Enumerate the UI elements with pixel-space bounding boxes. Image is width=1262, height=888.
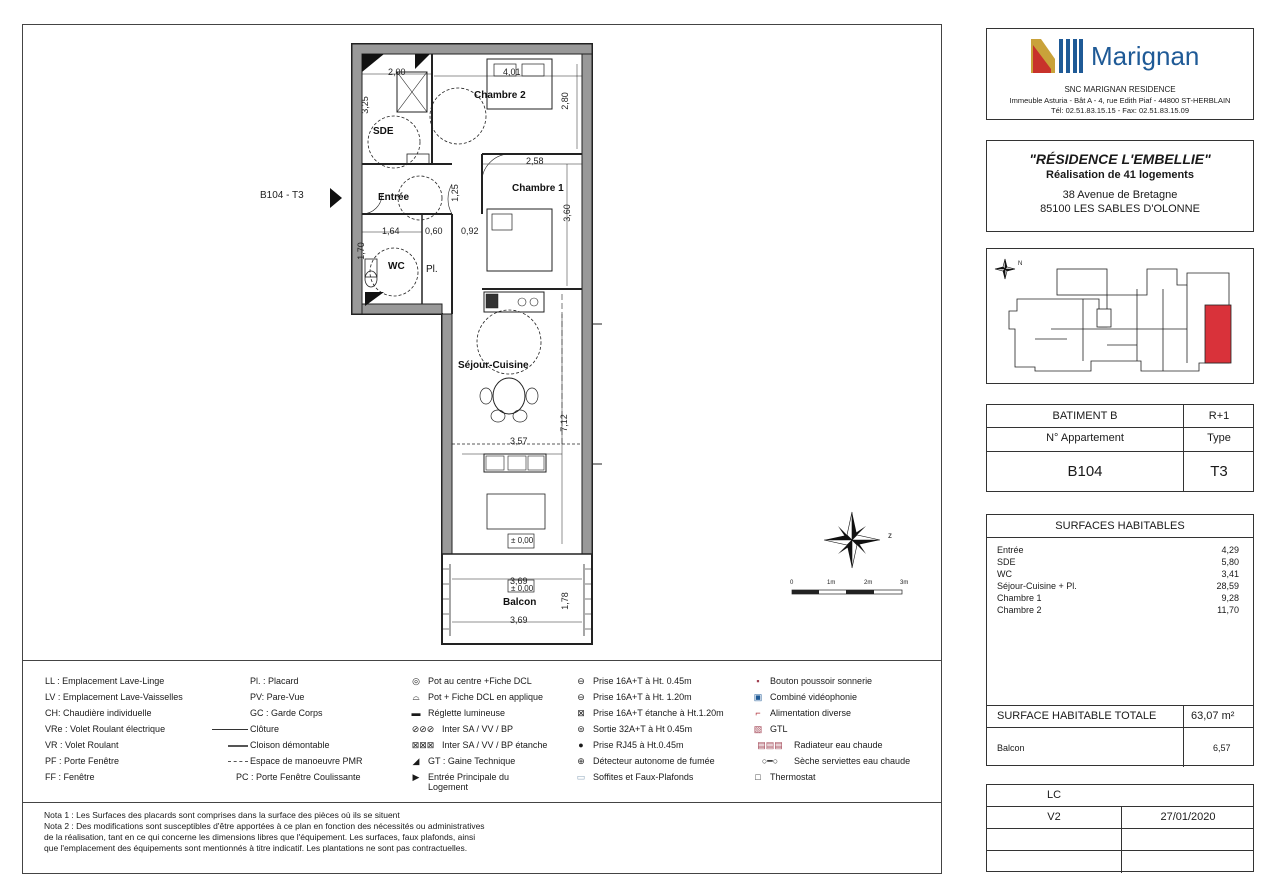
dim-label: 1,25 <box>449 184 460 202</box>
legend-item: PV: Pare-Vue <box>250 692 305 702</box>
dim-label: 3,69 <box>510 615 528 625</box>
legend-item: Espace de manoeuvre PMR <box>250 756 363 766</box>
surface-row <box>997 593 1255 603</box>
scale-label: 1m <box>827 580 836 586</box>
company-contact: Tél: 02.51.83.15.15 - Fax: 02.51.83.15.09 <box>1050 106 1189 115</box>
dim-label: 1,64 <box>382 226 400 236</box>
legend-label: Sèche serviettes eau chaude <box>794 756 911 766</box>
company-address: Immeuble Asturia - Bât A - 4, rue Edith Piaf - 44800 ST-HERBLAIN <box>1009 96 1231 105</box>
legend-item: PC : Porte Fenêtre Coulissante <box>236 772 361 782</box>
level-marker: ± 0,00 <box>511 536 534 545</box>
dim-label: 3,57 <box>510 436 528 446</box>
revision-date: 27/01/2020 <box>1160 811 1216 823</box>
legend-item: GC : Garde Corps <box>250 708 323 718</box>
switch-icon: ⊘⊘⊘ <box>411 724 435 734</box>
dim-label: 3,25 <box>359 96 370 114</box>
dcl-center-icon: ◎ <box>412 676 420 686</box>
table-divider <box>987 537 1253 538</box>
legend-item: VR : Volet Roulant <box>45 740 119 750</box>
legend-divider <box>22 660 942 661</box>
switch-waterproof-icon: ⊠⊠⊠ <box>411 740 435 750</box>
legend-item <box>410 724 513 735</box>
table-divider <box>987 806 1253 807</box>
legend-item <box>575 756 715 767</box>
table-divider <box>987 828 1253 829</box>
surface-row <box>997 569 1255 579</box>
legend-item <box>752 692 857 703</box>
dim-label: 0,92 <box>461 226 479 236</box>
legend-item <box>410 692 543 703</box>
wall-poche-left-upper <box>362 304 442 314</box>
company-name: SNC MARIGNAN RESIDENCE <box>1064 85 1176 94</box>
dim-label: 2,58 <box>526 156 544 166</box>
legend-label: Inter SA / VV / BP <box>442 724 514 734</box>
apartment-number-header: N° Appartement <box>1046 432 1124 444</box>
room-balcon: Balcon <box>503 597 537 608</box>
legend-item <box>752 676 872 686</box>
room-chambre-2: Chambre 2 <box>474 90 526 101</box>
entrance-arrow <box>330 188 342 208</box>
legend-item <box>752 772 816 782</box>
legend-label: Pot au centre +Fiche DCL <box>428 676 532 686</box>
legend-item: VRe : Volet Roulant électrique <box>45 724 166 734</box>
towel-dryer-icon: ○━○ <box>761 756 779 766</box>
legend-label: Prise 16A+T étanche à Ht.1.20m <box>593 708 724 718</box>
legend-label: Détecteur autonome de fumée <box>593 756 715 766</box>
unit-tag: B104 - T3 <box>260 190 304 201</box>
gtl-icon: ▧ <box>753 724 763 734</box>
north-arrow-icon <box>995 259 1015 279</box>
apartment-type: T3 <box>1210 463 1228 480</box>
legend-label: Sortie 32A+T à Ht 0.45m <box>593 724 693 734</box>
note-line: Nota 2 : Des modifications sont susceptibles d'être apportées à ce plan en fonction des nécessités ou administratives <box>44 821 485 831</box>
revision-version: V2 <box>1047 811 1061 823</box>
soffit-icon: ▭ <box>576 772 586 782</box>
table-divider <box>1183 705 1184 767</box>
surfaces-title: SURFACES HABITABLES <box>1055 520 1185 532</box>
apartment-number: B104 <box>1067 463 1103 480</box>
smoke-detector-icon: ⊕ <box>577 756 585 766</box>
radiator-icon: ▤▤▤ <box>757 740 783 750</box>
legend-label: Pot + Fiche DCL en applique <box>428 692 543 702</box>
surface-label: Chambre 2 <box>997 605 1042 615</box>
legend-item: Clôture <box>250 724 280 734</box>
room-placard: Pl. <box>426 264 438 275</box>
table-divider <box>987 451 1253 452</box>
balcony-label: Balcon <box>997 743 1025 753</box>
wall-poche-top <box>352 44 592 314</box>
dim-label: 2,80 <box>559 92 570 110</box>
surface-label: WC <box>997 569 1012 579</box>
dim-label: 2,00 <box>388 67 406 77</box>
legend-item <box>752 756 910 767</box>
dining-table <box>493 378 525 414</box>
total-value: 63,07 m² <box>1191 710 1235 722</box>
sofa <box>484 454 546 472</box>
residence-units: Réalisation de 41 logements <box>1046 169 1194 181</box>
residence-street: 38 Avenue de Bretagne <box>1062 189 1178 201</box>
legend-item <box>752 708 851 718</box>
room-wc: WC <box>388 261 405 272</box>
level-marker: ± 0,00 <box>511 584 534 593</box>
power-supply-icon: ⌐ <box>755 708 761 718</box>
scale-label: 2m <box>864 580 873 586</box>
surfaces-rows <box>997 545 1255 635</box>
apartment-highlight <box>1205 305 1231 363</box>
legend-item <box>575 724 692 735</box>
legend-label: Prise 16A+T à Ht. 0.45m <box>593 676 692 686</box>
dim-label: 7,12 <box>558 414 569 432</box>
legend <box>30 676 935 802</box>
type-header: Type <box>1207 432 1231 444</box>
dim-label: 3,60 <box>561 204 572 222</box>
scale-label: 3m <box>900 580 909 586</box>
socket-32a-icon: ⊜ <box>577 724 585 734</box>
scale-bar <box>792 590 902 594</box>
bed-chambre-1 <box>487 209 552 271</box>
surface-value: 3,41 <box>1221 569 1239 579</box>
room-sde: SDE <box>373 126 394 137</box>
table-divider <box>987 850 1253 851</box>
legend-item <box>410 676 532 687</box>
legend-item: Pl. : Placard <box>250 676 299 686</box>
surface-label: Chambre 1 <box>997 593 1042 603</box>
revision-author: LC <box>1046 789 1062 801</box>
location-plan-drawing <box>987 249 1253 383</box>
washbasin <box>407 154 429 164</box>
legend-label: Alimentation diverse <box>770 708 852 718</box>
north-label: N <box>1018 261 1023 267</box>
building-label: BATIMENT B <box>1052 410 1118 422</box>
legend-item: LV : Emplacement Lave-Vaisselles <box>45 692 183 702</box>
legend-item <box>575 708 724 719</box>
level-label: R+1 <box>1208 410 1230 422</box>
surface-value: 9,28 <box>1221 593 1239 603</box>
room-chambre-1: Chambre 1 <box>512 183 564 194</box>
surface-label: Entrée <box>997 545 1024 555</box>
legend-label: Inter SA / VV / BP étanche <box>442 740 548 750</box>
compass-rose <box>824 512 880 568</box>
surface-value: 28,59 <box>1216 581 1239 591</box>
partition-line-icon <box>228 745 248 747</box>
surface-row <box>997 545 1255 555</box>
dcl-wall-icon: ⌓ <box>412 692 420 702</box>
scale-label: 0 <box>790 580 794 586</box>
doorbell-icon: ▪ <box>756 676 760 686</box>
legend-item: Cloison démontable <box>250 740 330 750</box>
floor-plan <box>22 24 942 660</box>
legend-item: LL : Emplacement Lave-Linge <box>45 676 165 686</box>
apartment-table <box>986 404 1254 492</box>
legend-label: Réglette lumineuse <box>428 708 506 718</box>
videophone-icon: ▣ <box>753 692 763 702</box>
legend-label: Prise 16A+T à Ht. 1.20m <box>593 692 692 702</box>
legend-item: CH: Chaudière individuelle <box>45 708 152 718</box>
legend-item <box>575 676 692 687</box>
brand-name: Marignan <box>1091 41 1200 71</box>
technical-duct-icon: ◢ <box>412 756 420 766</box>
legend-item <box>752 740 883 751</box>
legend-item <box>410 708 505 718</box>
legend-item <box>752 724 788 735</box>
legend-label: Combiné vidéophonie <box>770 692 858 702</box>
rj45-icon: ● <box>578 740 584 750</box>
note-line: Nota 1 : Les Surfaces des placards sont comprises dans la surface des pièces où ils se situent <box>44 810 400 820</box>
main-entrance-icon: ▶ <box>412 772 420 782</box>
legend-label: Entrée Principale du Logement <box>428 772 510 792</box>
note-line: de la réalisation, tant en ce qui concerne les dimensions libres que l'équipement. Les surfaces, faux plafonds, ainsi <box>44 832 476 842</box>
surface-row <box>997 557 1255 567</box>
legend-item <box>575 740 684 750</box>
surface-label: SDE <box>997 557 1016 567</box>
surface-value: 11,70 <box>1217 605 1239 615</box>
legend-item <box>575 772 693 783</box>
table-divider <box>987 727 1253 728</box>
legend-label: Thermostat <box>770 772 816 782</box>
total-label: SURFACE HABITABLE TOTALE <box>997 710 1157 722</box>
legend-item <box>410 756 515 767</box>
socket-icon: ⊖ <box>577 676 585 686</box>
dim-label: 1,78 <box>559 592 570 610</box>
legend-label: Prise RJ45 à Ht.0.45m <box>593 740 684 750</box>
legend-label: Bouton poussoir sonnerie <box>770 676 873 686</box>
residence-name: "RÉSIDENCE L'EMBELLIE" <box>1029 151 1211 167</box>
surface-value: 4,29 <box>1221 545 1239 555</box>
legend-item <box>410 740 547 751</box>
balcony-value: 6,57 <box>1213 743 1231 753</box>
marignan-logo-icon <box>1031 39 1083 73</box>
socket-waterproof-icon: ⊠ <box>577 708 585 718</box>
legend-item: FF : Fenêtre <box>45 772 95 782</box>
legend-label: GT : Gaine Technique <box>428 756 516 766</box>
legend-label: GTL <box>770 724 788 734</box>
wall-poche-left-lower <box>442 314 452 554</box>
dim-label: 4,01 <box>503 67 521 77</box>
dim-label: 3,69 <box>510 576 528 586</box>
table-divider <box>987 705 1253 706</box>
pmr-line-icon <box>228 761 248 762</box>
wall-poche-right <box>582 54 592 554</box>
dim-label: 1,70 <box>355 242 366 260</box>
surface-row <box>997 605 1255 615</box>
room-sejour-cuisine: Séjour-Cuisine <box>458 360 529 371</box>
surface-label: Séjour-Cuisine + Pl. <box>997 581 1077 591</box>
toilet <box>365 259 377 277</box>
coffee-table <box>487 494 545 529</box>
residence-city: 85100 LES SABLES D'OLONNE <box>1040 203 1200 215</box>
note-line: que l'emplacement des équipements sont mentionnés à titre indicatif. Les plantations ne sont pas contractuelles. <box>44 843 468 853</box>
legend-item: PF : Porte Fenêtre <box>45 756 120 766</box>
socket-high-icon: ⊖ <box>577 692 585 702</box>
notes <box>44 810 485 854</box>
surface-value: 5,80 <box>1221 557 1239 567</box>
legend-label: Radiateur eau chaude <box>794 740 883 750</box>
legend-item <box>575 692 692 703</box>
table-divider <box>987 427 1253 428</box>
fence-line-icon <box>212 729 248 730</box>
revision-table <box>986 784 1254 872</box>
surfaces-table <box>986 514 1254 766</box>
svg-text:z: z <box>888 531 892 540</box>
light-strip-icon: ▬ <box>411 708 421 718</box>
thermostat-icon: □ <box>755 772 761 782</box>
brand-block <box>986 28 1254 120</box>
surface-row <box>997 581 1255 591</box>
dim-label: 0,60 <box>425 226 443 236</box>
location-plan <box>986 248 1254 384</box>
room-entree: Entrée <box>378 192 410 203</box>
notes-divider <box>22 802 942 803</box>
residence-block <box>986 140 1254 232</box>
legend-item <box>410 772 538 792</box>
legend-label: Soffites et Faux-Plafonds <box>593 772 694 782</box>
